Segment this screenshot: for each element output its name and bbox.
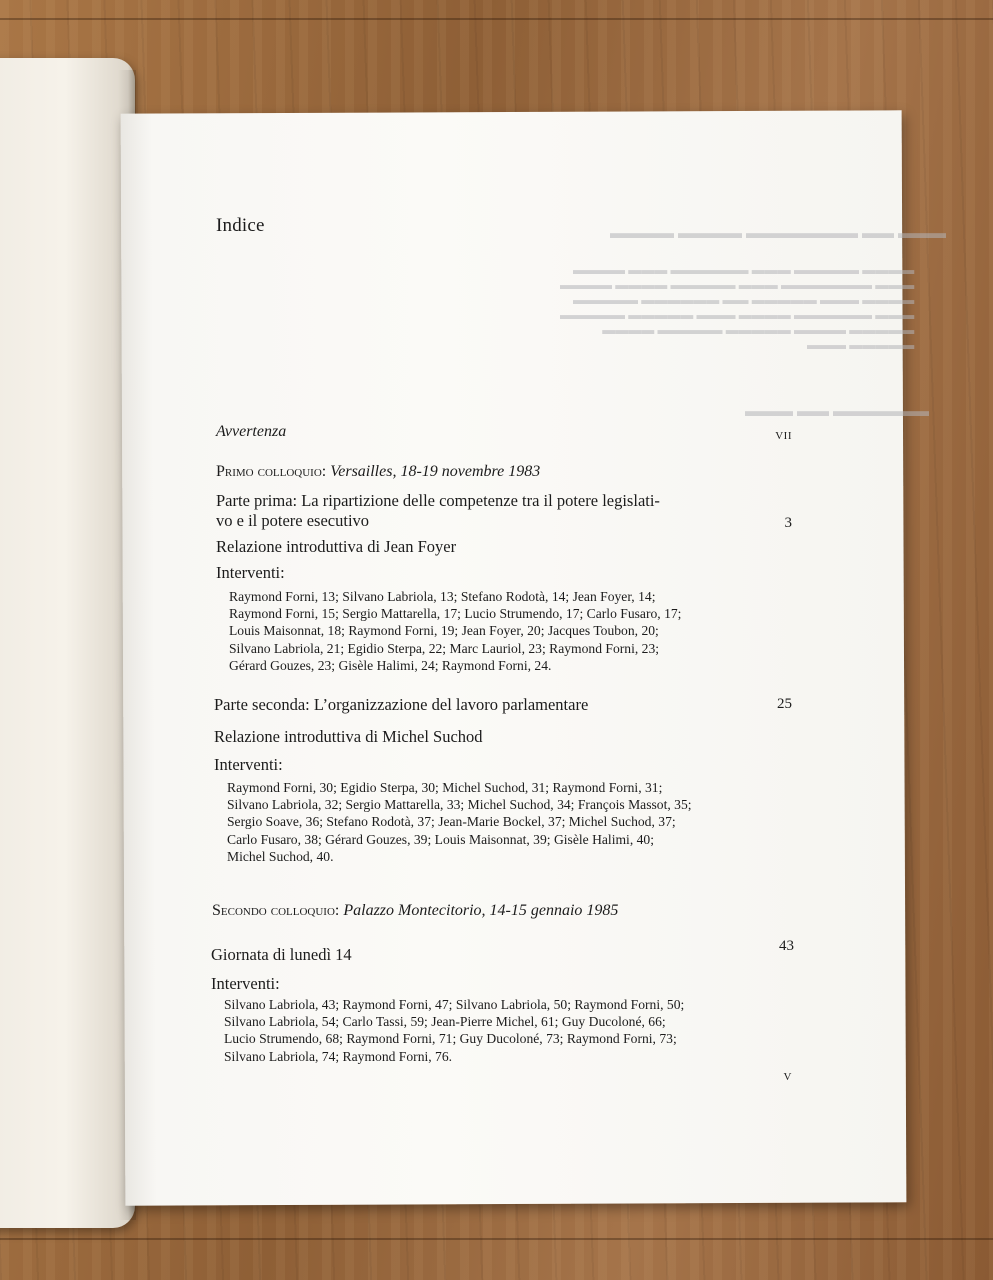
- list-item: Raymond Forni, 15; Sergio Mattarella, 17; Lucio Strumendo, 17; Carlo Fusaro, 17;: [229, 606, 682, 622]
- secondo-colloquio-place: Palazzo Montecitorio, 14-15 gennaio 1985: [343, 902, 619, 919]
- show-through-text: ▬▬▬▬▬▬ ▬▬ ▬▬▬: [745, 403, 929, 420]
- list-item: Silvano Labriola, 43; Raymond Forni, 47; Silvano Labriola, 50; Raymond Forni, 50;: [224, 997, 685, 1012]
- list-item: Carlo Fusaro, 38; Gérard Gouzes, 39; Louis Maisonnat, 39; Gisèle Halimi, 40;: [227, 831, 655, 847]
- relazione-suchod: Relazione introduttiva di Michel Suchod: [214, 727, 483, 746]
- giornata-page: 43: [779, 938, 794, 954]
- interventi-list: [229, 588, 681, 674]
- primo-colloquio-place: Versailles, 18-19 novembre 1983: [330, 463, 541, 480]
- list-item: Raymond Forni, 13; Silvano Labriola, 13; Stefano Rodotà, 14; Jean Foyer, 14;: [229, 589, 656, 604]
- interventi-list: [224, 996, 684, 1065]
- list-item: Raymond Forni, 30; Egidio Sterpa, 30; Michel Suchod, 31; Raymond Forni, 31;: [227, 780, 663, 795]
- avvertenza-label: Avvertenza: [216, 423, 287, 440]
- primo-colloquio-heading: [216, 463, 540, 481]
- secondo-colloquio-heading: [212, 902, 618, 920]
- parte-seconda-title: Parte seconda: L’organizzazione del lavoro parlamentare: [214, 695, 589, 714]
- relazione-foyer: Relazione introduttiva di Jean Foyer: [216, 537, 457, 556]
- giornata-title: Giornata di lunedì 14: [211, 945, 352, 964]
- page-number: V: [783, 1071, 792, 1083]
- list-item: Sergio Soave, 36; Stefano Rodotà, 37; Jean-Marie Bockel, 37; Michel Suchod, 37;: [227, 814, 676, 830]
- secondo-colloquio-label: Secondo colloquio:: [212, 902, 340, 919]
- list-item: Silvano Labriola, 54; Carlo Tassi, 59; Jean-Pierre Michel, 61; Guy Ducoloné, 66;: [224, 1014, 666, 1030]
- parte-prima-title-line1: Parte prima: La ripartizione delle competenze tra il potere legislati-: [216, 491, 660, 510]
- parte-prima-title-line2: vo e il potere esecutivo: [216, 511, 370, 530]
- list-item: Silvano Labriola, 74; Raymond Forni, 76.: [224, 1048, 453, 1064]
- list-item: Gérard Gouzes, 23; Gisèle Halimi, 24; Raymond Forni, 24.: [229, 657, 552, 673]
- list-item: Silvano Labriola, 21; Egidio Sterpa, 22; Marc Lauriol, 23; Raymond Forni, 23;: [229, 640, 660, 656]
- interventi-label: Interventi:: [214, 755, 283, 774]
- interventi-list: [227, 779, 692, 865]
- interventi-label: Interventi:: [211, 974, 280, 993]
- list-item: Michel Suchod, 40.: [227, 848, 334, 864]
- list-item: Lucio Strumendo, 68; Raymond Forni, 71; Guy Ducoloné, 73; Raymond Forni, 73;: [224, 1031, 677, 1047]
- avvertenza-page: VII: [775, 430, 792, 442]
- parte-prima-page: 3: [784, 515, 792, 531]
- interventi-label: Interventi:: [216, 563, 285, 582]
- list-item: Silvano Labriola, 32; Sergio Mattarella, 33; Michel Suchod, 34; François Massot, 35;: [227, 797, 692, 813]
- primo-colloquio-label: Primo colloquio:: [216, 463, 327, 480]
- show-through-text: ▬▬▬▬ ▬▬▬▬▬ ▬▬▬ ▬▬▬▬▬▬ ▬▬▬ ▬▬▬▬ ▬▬▬ ▬▬▬▬▬▬▬ ▬▬▬ ▬▬▬▬▬ ▬▬▬▬ ▬▬▬▬ ▬▬▬▬ ▬▬▬ ▬▬▬▬▬ ▬▬ ▬▬▬▬▬▬ ▬▬▬▬▬ ▬▬▬ ▬▬▬▬▬▬ ▬▬▬▬ ▬▬▬ ▬▬▬▬▬ ▬▬▬▬▬ ▬▬▬▬▬ ▬▬▬▬ ▬▬▬▬▬ ▬▬▬▬▬ ▬▬▬▬ ▬▬▬▬▬ ▬▬▬: [560, 262, 915, 352]
- page-title: Indice: [216, 215, 265, 236]
- show-through-text: ▬▬▬ ▬▬ ▬▬▬▬▬▬▬ ▬▬▬▬ ▬▬▬▬: [610, 225, 946, 242]
- parte-seconda-page: 25: [777, 696, 792, 712]
- list-item: Louis Maisonnat, 18; Raymond Forni, 19; Jean Foyer, 20; Jacques Toubon, 20;: [229, 623, 659, 639]
